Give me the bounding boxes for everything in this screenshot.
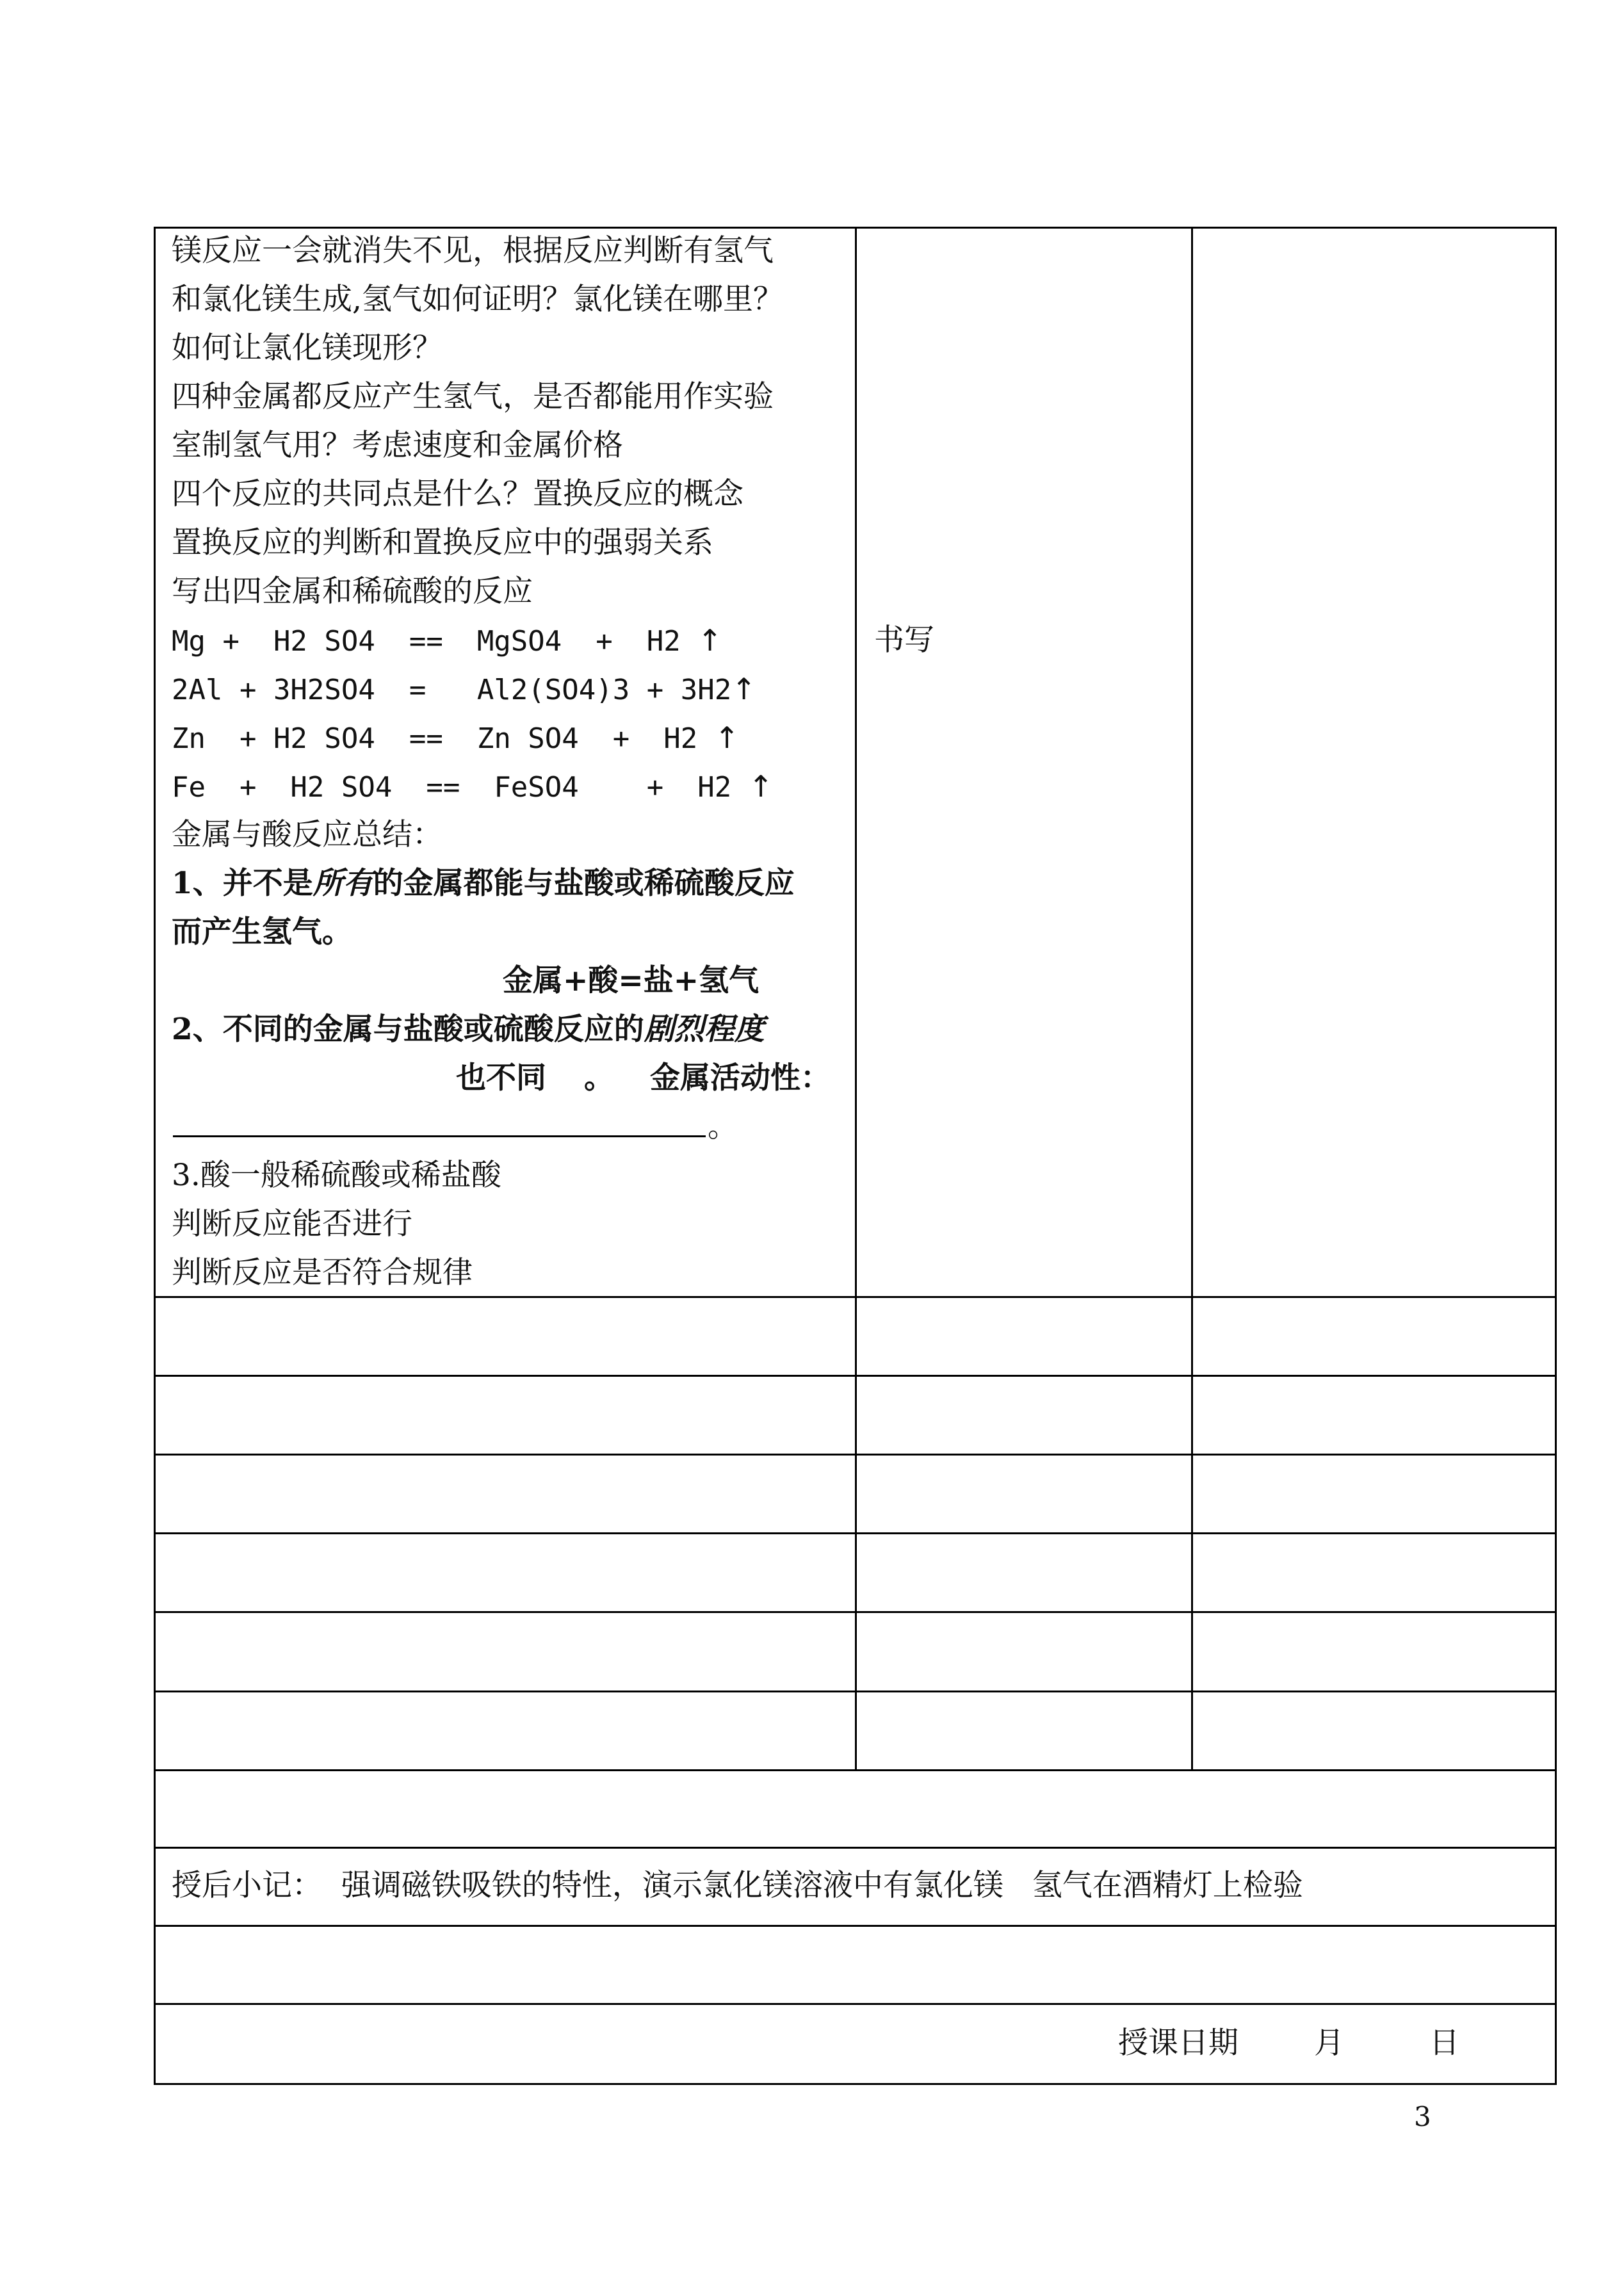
- lesson-text-line: 如何让氯化镁现形？: [172, 330, 443, 366]
- up-arrow-icon: ↑: [697, 623, 722, 658]
- row-divider: [154, 2003, 1557, 2005]
- equation-zinc: [172, 713, 739, 763]
- row-divider: [154, 1847, 1557, 1849]
- teaching-date-label: 授课日期: [1118, 2025, 1238, 2061]
- summary-point-4: 判断反应能否进行: [172, 1206, 412, 1242]
- lesson-text-line: 和氯化镁生成,氢气如何证明？氯化镁在哪里？: [172, 282, 783, 317]
- lesson-text-line: 置换反应的判断和置换反应中的强弱关系: [172, 525, 713, 560]
- equation-magnesium: [172, 616, 722, 666]
- student-activity-text: 书写: [874, 622, 934, 658]
- equation-text: Fe + H2 SO4 == FeSO4 + H2: [172, 771, 732, 804]
- emphasis-text: 剧烈程度: [644, 1012, 765, 1047]
- table-bottom-border: [154, 2083, 1557, 2085]
- emphasis-text: 所有: [313, 866, 373, 901]
- row-divider: [154, 1925, 1557, 1927]
- summary-text: 2、不同的金属与盐酸或硫酸反应的: [172, 1012, 644, 1047]
- equation-text: Mg + H2 SO4 == MgSO4 + H2: [172, 625, 681, 658]
- equation-aluminium: [172, 665, 756, 715]
- summary-point-2-cont: 也不同: [456, 1060, 546, 1096]
- summary-text: 1、并不是: [172, 866, 313, 901]
- summary-point-1: [172, 859, 795, 908]
- summary-point-5: 判断反应是否符合规律: [172, 1255, 473, 1290]
- up-arrow-icon: ↑: [731, 672, 756, 706]
- summary-point-2-period: 。: [584, 1060, 614, 1096]
- lesson-text-line: 室制氢气用？考虑速度和金属价格: [172, 428, 623, 463]
- column-divider: [1191, 227, 1193, 1771]
- lesson-text-line: 镁反应一会就消失不见，根据反应判断有氢气: [172, 233, 774, 268]
- answer-blank[interactable]: [173, 1135, 706, 1137]
- table-left-border: [154, 227, 156, 2085]
- page-number: 3: [1414, 2101, 1431, 2132]
- answer-period: 。: [708, 1109, 738, 1144]
- equation-iron: [172, 762, 773, 812]
- equation-text: 2Al + 3H2SO4 = Al2(SO4)3 + 3H2: [172, 674, 732, 706]
- equation-text: Zn + H2 SO4 == Zn SO4 + H2: [172, 722, 698, 755]
- column-divider: [855, 227, 857, 1771]
- up-arrow-icon: ↑: [748, 769, 774, 804]
- month-label: 月: [1314, 2025, 1344, 2061]
- activity-label: 金属活动性：: [650, 1060, 831, 1096]
- day-label: 日: [1429, 2025, 1459, 2061]
- summary-heading: 金属与酸反应总结：: [172, 817, 443, 852]
- summary-point-3: 3.酸一般稀硫酸或稀盐酸: [172, 1158, 501, 1193]
- lesson-text-line: 四个反应的共同点是什么？置换反应的概念: [172, 476, 743, 512]
- summary-point-1-cont: 而产生氢气。: [172, 914, 352, 950]
- summary-point-2: [172, 1005, 765, 1054]
- lesson-text-line: 四种金属都反应产生氢气，是否都能用作实验: [172, 379, 774, 414]
- after-class-notes: 授后小记： 强调磁铁吸铁的特性，演示氯化镁溶液中有氯化镁 氢气在酒精灯上检验: [172, 1868, 1303, 1903]
- table-right-border: [1555, 227, 1557, 2085]
- reaction-formula: 金属+酸=盐+氢气: [503, 963, 759, 998]
- lesson-text-line: 写出四金属和稀硫酸的反应: [172, 574, 533, 609]
- up-arrow-icon: ↑: [714, 720, 740, 755]
- summary-text: 的金属都能与盐酸或稀硫酸反应: [373, 866, 795, 901]
